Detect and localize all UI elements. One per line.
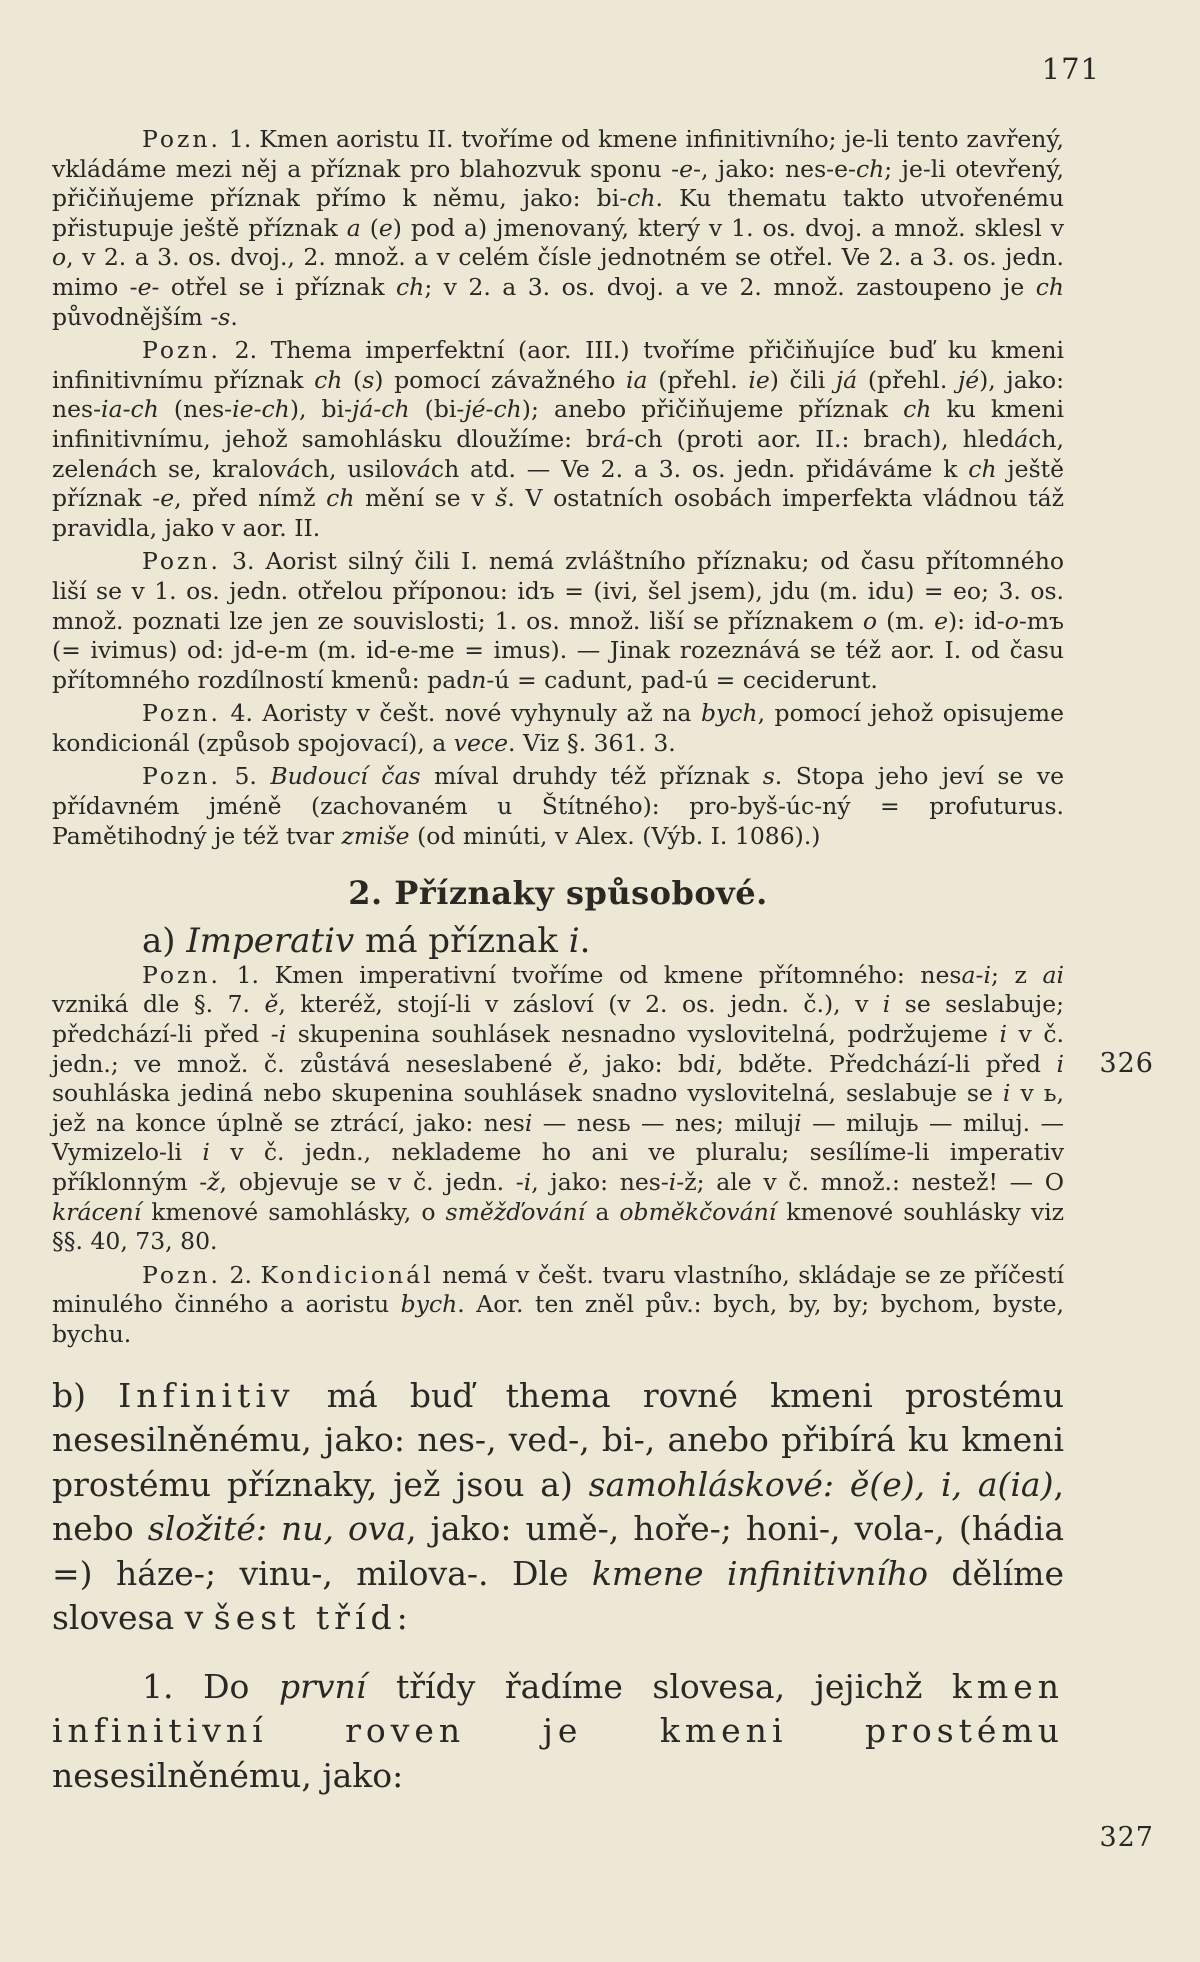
infinitive-paragraph: b) Infinitiv má buď thema rovné kmeni prostému nesesilněnému, jako: nes-, ved-, bi-, anebo přibírá ku kmeni prostému příznaky, jež jsou a) samohláskové: ě(e), i, a(ia), nebo složité: nu, ova, jako: umě-, hoře-; honi-, vola-, (hádia =) háze-; vinu-, milova-. Dle kmene infinitivního dělíme slovesa v šest tříd:	[52, 1375, 1065, 1638]
note-text: 1. Kmen aoristu II. tvoříme od kmene infinitivního; je-li tento zavřený, vkládáme mezi něj a příznak pro blahozvuk sponu -e-, jako: nes-e-ch; je-li otevřený, přičiňujeme příznak přímo k němu, jako: bi-ch. Ku thematu takto utvořenému přistupuje ještě příznak a (e) pod a) jmenovaný, který v 1. os. dvoj. a množ. sklesl v o, v 2. a 3. os. dvoj., 2. množ. a v celém čísle jednotném se otřel. Ve 2. a 3. os. jedn. mimo -e- otřel se i příznak ch; v 2. a 3. os. dvoj. a ve 2. množ. zastoupeno je ch původnějším -s.	[52, 125, 1065, 331]
note-label: Pozn.	[142, 762, 221, 791]
imperative-note-2	[52, 1261, 1064, 1350]
note-label: Pozn.	[142, 960, 221, 989]
aorist-notes	[52, 125, 1064, 851]
note-text: 2. Kondicionál nemá v češt. tvaru vlastního, skládaje se ze příčestí minulého činného a aoristu bych. Aor. ten zněl pův.: bych, by, by; bychom, byste, bychu.	[52, 1260, 1064, 1348]
margin-number-326: 326	[1099, 1048, 1154, 1079]
note-text: 3. Aorist silný čili I. nemá zvláštního příznaku; od času přítomného liší se v 1. os. jedn. otřelou příponou: idъ = (ivi, šel jsem), jdu (m. idu) = eo; 3. os. množ. poznati lze jen ze souvislosti; 1. os. množ. liší se příznakem o (m. e): id-o-mъ (= ivimus) od: jd-e-m (m. id-e-me = imus). — Jinak rozeznává se též aor. I. od času přítomného rozdílností kmenů: padn-ú = cadunt, pad-ú = ceciderunt.	[52, 547, 1064, 694]
aorist-note-5	[52, 762, 1064, 851]
page-number: 171	[1041, 52, 1100, 86]
note-text: 2. Thema imperfektní (aor. III.) tvoříme přičiňujíce buď ku kmeni infinitivnímu příznak ch (s) pomocí závažného ia (přehl. ie) čili já (přehl. jé), jako: nes-ia-ch (nes-ie-ch), bi-já-ch (bi-jé-ch); anebo přičiňujeme příznak ch ku kmeni infinitivnímu, jehož samohlásku dloužíme: brá-ch (proti aor. II.: brach), hledách, zelenách se, kralovách, usilovách atd. — Ve 2. a 3. os. jedn. přidáváme k ch ještě příznak -e, před nímž ch mění se v š. V ostatních osobách imperfekta vládnou táž pravidla, jako v aor. II.	[52, 336, 1065, 542]
aorist-note-4	[52, 699, 1064, 758]
section-heading: 2. Příznaky spůsobové.	[348, 874, 768, 913]
imperative-note-1	[52, 961, 1064, 1257]
aorist-note-2	[52, 336, 1064, 543]
note-label: Pozn.	[142, 336, 221, 365]
page-body	[52, 125, 1064, 1798]
aorist-note-3	[52, 547, 1064, 695]
note-label: Pozn.	[142, 699, 221, 728]
note-label: Pozn.	[142, 547, 221, 576]
note-text: 1. Kmen imperativní tvoříme od kmene přítomného: nesa-i; z ai vzniká dle §. 7. ě, kteréž, stojí-li v zásloví (v 2. os. jedn. č.), v i se seslabuje; předchází-li před -i skupenina souhlásek nesnadno vyslovitelná, podržujeme i v č. jedn.; ve množ. č. zůstává neseslabené ě, jako: bdi, bděte. Předchází-li před i souhláska jediná nebo skupenina souhlásek snadno vyslovitelná, seslabuje se i v ь, jež na konce úplně se ztrácí, jako: nesi — nesь — nes; miluji — milujь — miluj. — Vymizelo-li i v č. jedn., neklademe ho ani ve pluralu; sesílíme-li imperativ příklonným -ž, objevuje se v č. jedn. -i, jako: nes-i-ž; ale v č. množ.: nestež! — O krácení kmenové samohlásky, o směžďování a obměkčování kmenové souhlásky viz §§. 40, 73, 80.	[52, 960, 1065, 1256]
imperative-subheading: a) Imperativ má příznak i.	[142, 920, 591, 961]
imperative-notes	[52, 961, 1064, 1350]
note-label: Pozn.	[142, 125, 221, 153]
note-label: Pozn.	[142, 1260, 221, 1289]
note-text: 5. Budoucí čas míval druhdy též příznak s. Stopa jeho jeví se ve přídavném jméně (zachovaném u Štítného): pro-byš-úc-ný = profuturus. Pamětihodný je též tvar zmiše (od minúti, v Alex. (Výb. I. 1086).)	[52, 762, 1064, 850]
note-text: 4. Aoristy v češt. nové vyhynuly až na bych, pomocí jehož opisujeme kondicionál (způsob spojovací), a vece. Viz §. 361. 3.	[52, 699, 1065, 757]
aorist-note-1	[52, 125, 1064, 332]
first-class-paragraph: 1. Do první třídy řadíme slovesa, jejichž kmen infinitivní roven je kmeni prostému nesesilněnému, jako:	[52, 1666, 1064, 1795]
margin-number-327: 327	[1099, 1822, 1154, 1853]
